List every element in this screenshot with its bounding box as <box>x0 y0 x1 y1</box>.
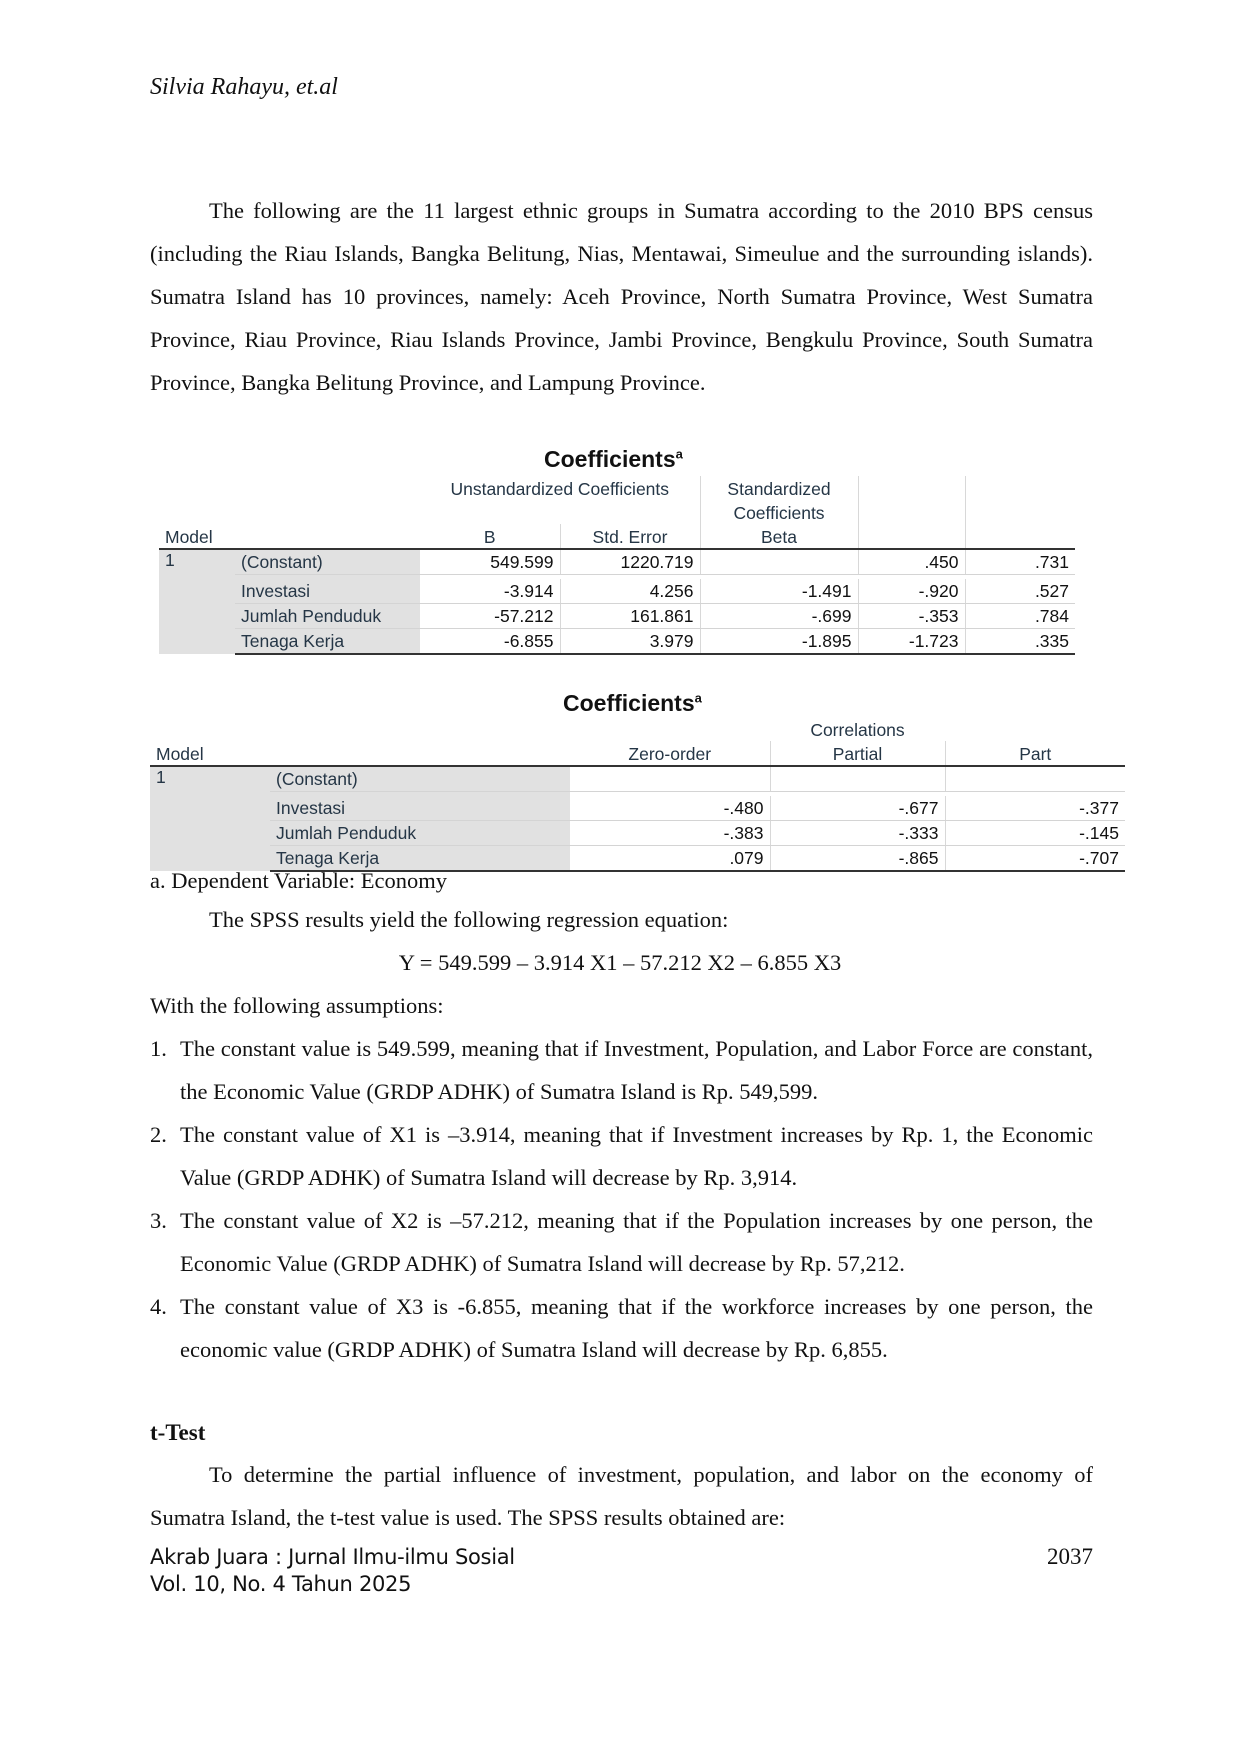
dependent-variable-note: a. Dependent Variable: Economy <box>150 868 447 893</box>
row-label: Tenaga Kerja <box>235 629 420 655</box>
table2-title: Coefficients$^a$ <box>563 690 702 716</box>
cell-sig: .731 <box>965 549 1075 575</box>
cell-beta: -1.895 <box>700 629 858 655</box>
cell-sig: .784 <box>965 604 1075 629</box>
cell-b: 549.599 <box>420 549 560 575</box>
section-heading-t-test: t-Test <box>150 1420 206 1445</box>
row-label: Tenaga Kerja <box>270 846 570 872</box>
cell-t: -.920 <box>858 579 965 604</box>
cell-zero-order: -.480 <box>570 796 770 821</box>
model-number: 1 <box>150 766 270 871</box>
table-row <box>150 796 1125 821</box>
cell-se: 3.979 <box>560 629 700 655</box>
cell-partial: -.865 <box>770 846 945 872</box>
zero-order-header: Zero-order <box>628 744 712 764</box>
beta-header: Beta <box>700 524 858 549</box>
regression-equation: Y = 549.599 – 3.914 X1 – 57.212 X2 – 6.855 X3 <box>398 950 842 975</box>
table-row <box>159 629 1075 655</box>
cell-part: -.707 <box>945 846 1125 872</box>
cell-partial <box>770 766 945 792</box>
part-header: Part <box>945 741 1125 766</box>
model-number: 1 <box>159 549 235 654</box>
cell-zero-order: .079 <box>570 846 770 872</box>
coefficients-table <box>159 476 1075 655</box>
list-item: 3. The constant value of X2 is –57.212, meaning that if the Population increases by one person, the Economic Value (GRDP ADHK) of Sumatra Island will decrease by Rp. 57,212. <box>150 1208 1093 1276</box>
assumptions-list <box>150 1027 1093 1371</box>
cell-t: -1.723 <box>858 629 965 655</box>
model-header: Model <box>165 527 213 547</box>
table1-title: Coefficients$^a$ <box>544 446 683 472</box>
journal-footer <box>150 1544 515 1598</box>
t-test-paragraph: To determine the partial influence of investment, population, and labor on the economy of Sumatra Island, the t-test value is used. The SPSS results obtained are: <box>150 1462 1093 1530</box>
partial-header: Partial <box>770 741 945 766</box>
page-number: 2037 <box>1047 1544 1093 1569</box>
row-label: (Constant) <box>270 766 570 792</box>
std-header-line1: Standardized <box>700 476 858 500</box>
correlations-header: Correlations <box>810 720 905 740</box>
cell-se: 161.861 <box>560 604 700 629</box>
cell-t: .450 <box>858 549 965 575</box>
cell-beta: -1.491 <box>700 579 858 604</box>
table-row <box>159 579 1075 604</box>
cell-partial: -.333 <box>770 821 945 846</box>
journal-volume: Vol. 10, No. 4 Tahun 2025 <box>150 1572 412 1596</box>
table-row <box>150 766 1125 792</box>
row-label: Investasi <box>235 579 420 604</box>
model-header: Model <box>156 744 204 764</box>
cell-beta <box>700 549 858 575</box>
cell-part: -.377 <box>945 796 1125 821</box>
intro-paragraph: The following are the 11 largest ethnic groups in Sumatra according to the 2010 BPS census (including the Riau Islands, Bangka Belitung, Nias, Mentawai, Simeulue and the surrounding islands). Sumatra Island has 10 provinces, namely: Aceh Province, North Sumatra Province, West Sumatra Province, Riau Province, Riau Islands Province, Jambi Province, Bengkulu Province, South Sumatra Province, Bangka Belitung Province, and Lampung Province. <box>150 198 1093 395</box>
cell-b: -57.212 <box>420 604 560 629</box>
cell-part <box>945 766 1125 792</box>
cell-part: -.145 <box>945 821 1125 846</box>
cell-zero-order <box>570 766 770 792</box>
table-row <box>150 821 1125 846</box>
table-row <box>159 549 1075 575</box>
list-item: 1. The constant value is 549.599, meaning that if Investment, Population, and Labor Force are constant, the Economic Value (GRDP ADHK) of Sumatra Island is Rp. 549,599. <box>150 1036 1093 1104</box>
row-label: (Constant) <box>235 549 420 575</box>
cell-zero-order: -.383 <box>570 821 770 846</box>
journal-name: Akrab Juara : Jurnal Ilmu-ilmu Sosial <box>150 1545 515 1569</box>
list-item: 4. The constant value of X3 is -6.855, meaning that if the workforce increases by one person, the economic value (GRDP ADHK) of Sumatra Island will decrease by Rp. 6,855. <box>150 1294 1093 1362</box>
cell-beta: -.699 <box>700 604 858 629</box>
cell-sig: .527 <box>965 579 1075 604</box>
b-header: B <box>483 527 496 547</box>
cell-b: -3.914 <box>420 579 560 604</box>
std-error-header: Std. Error <box>560 524 700 549</box>
unstd-header: Unstandardized Coefficients <box>450 479 670 499</box>
spss-sentence: The SPSS results yield the following regression equation: <box>209 907 729 932</box>
list-item: 2. The constant value of X1 is –3.914, meaning that if Investment increases by Rp. 1, the Economic Value (GRDP ADHK) of Sumatra Island will decrease by Rp. 3,914. <box>150 1122 1093 1190</box>
table-row <box>159 604 1075 629</box>
cell-se: 1220.719 <box>560 549 700 575</box>
cell-sig: .335 <box>965 629 1075 655</box>
cell-t: -.353 <box>858 604 965 629</box>
row-label: Investasi <box>270 796 570 821</box>
cell-partial: -.677 <box>770 796 945 821</box>
row-label: Jumlah Penduduk <box>235 604 420 629</box>
std-header-line2: Coefficients <box>700 500 858 524</box>
correlations-table <box>150 717 1125 872</box>
cell-se: 4.256 <box>560 579 700 604</box>
running-header-author: Silvia Rahayu, et.al <box>150 74 338 100</box>
assumptions-intro: With the following assumptions: <box>150 993 444 1018</box>
cell-b: -6.855 <box>420 629 560 655</box>
row-label: Jumlah Penduduk <box>270 821 570 846</box>
